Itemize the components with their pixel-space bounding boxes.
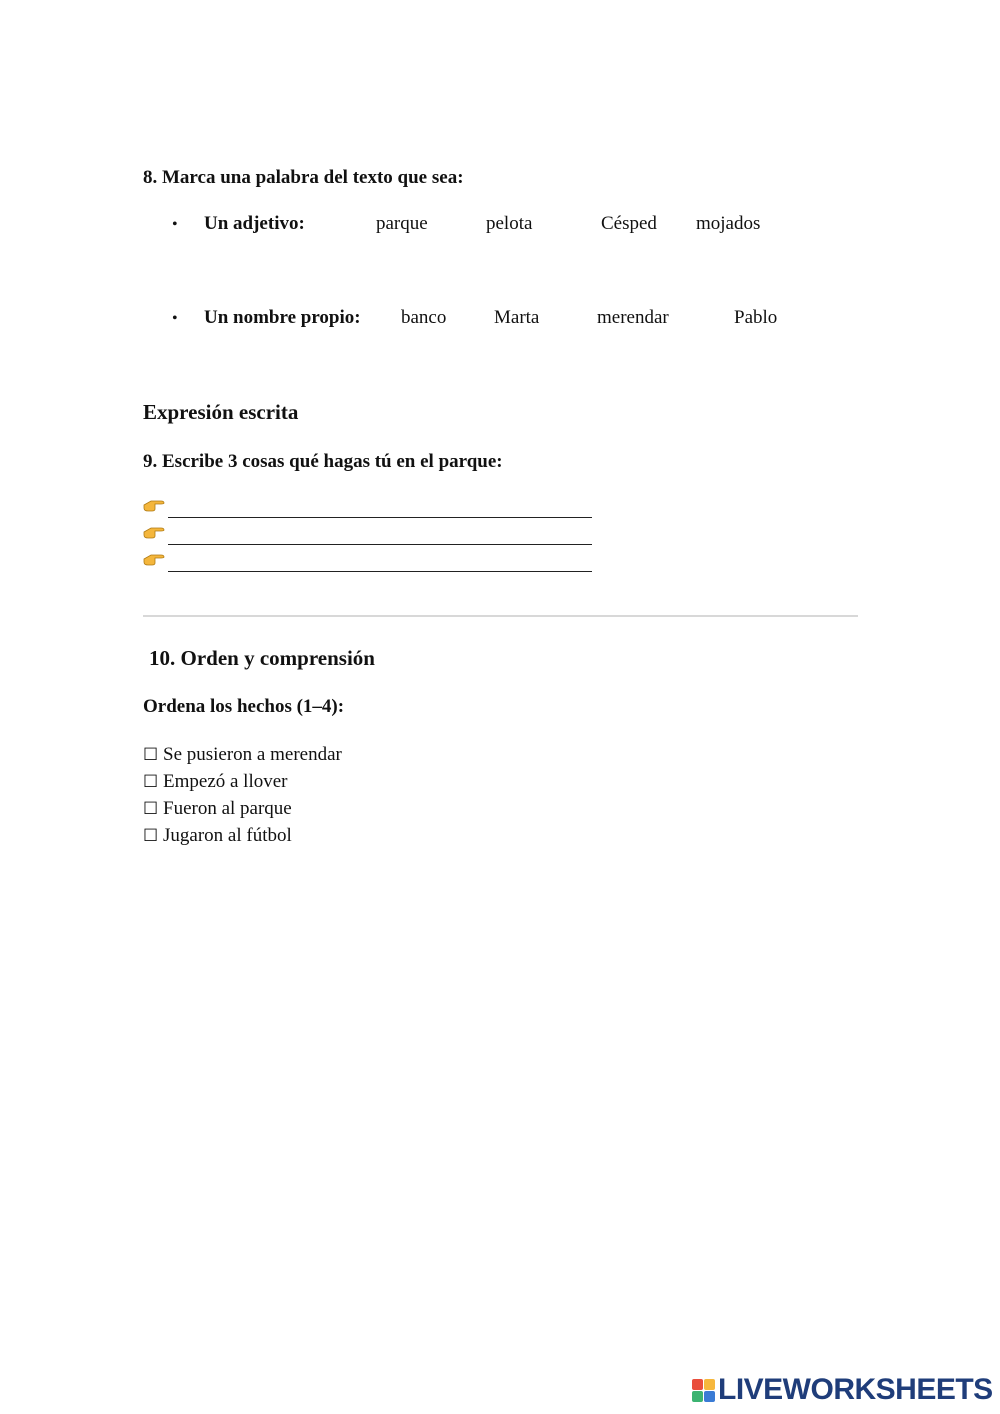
pointing-hand-icon (143, 498, 165, 512)
liveworksheets-logo (692, 1373, 992, 1407)
section-title-written-expression: Expresión escrita (143, 400, 299, 424)
q10-item-2 (143, 771, 288, 793)
q8-option-merendar[interactable]: merendar (597, 307, 669, 328)
q8-option-banco[interactable]: banco (401, 307, 447, 328)
q10-title: 10. Orden y comprensión (149, 646, 375, 670)
logo-text: LIVEWORKSHEETS (718, 1373, 993, 1406)
checkbox[interactable]: ☐ (143, 745, 159, 765)
q8-row-proper-noun-label: Un nombre propio: (204, 307, 361, 328)
q8-option-pablo[interactable]: Pablo (734, 307, 778, 328)
q10-item-1 (143, 744, 342, 766)
bullet-dot: • (172, 216, 178, 233)
q10-item-text: Jugaron al fútbol (163, 825, 292, 846)
q8-row-adjective-label: Un adjetivo: (204, 213, 305, 234)
q8-option-marta[interactable]: Marta (494, 307, 540, 328)
bullet-dot: • (172, 310, 178, 327)
checkbox[interactable]: ☐ (143, 772, 159, 792)
q9-title: 9. Escribe 3 cosas qué hagas tú en el parque: (143, 451, 503, 472)
q8-option-pelota[interactable]: pelota (486, 213, 533, 234)
q8-title: 8. Marca una palabra del texto que sea: (143, 167, 464, 188)
answer-line-2[interactable] (168, 544, 592, 545)
pointing-hand-icon (143, 525, 165, 539)
pointing-hand-icon (143, 552, 165, 566)
q10-item-4 (143, 825, 292, 847)
q8-option-parque[interactable]: parque (376, 213, 428, 234)
section-divider (143, 615, 858, 617)
answer-line-3[interactable] (168, 571, 592, 572)
checkbox[interactable]: ☐ (143, 799, 159, 819)
q10-instruction: Ordena los hechos (1–4): (143, 696, 345, 717)
q10-item-text: Fueron al parque (163, 798, 292, 819)
q10-item-3 (143, 798, 292, 820)
checkbox[interactable]: ☐ (143, 826, 159, 846)
q10-item-text: Empezó a llover (163, 771, 288, 792)
answer-line-1[interactable] (168, 517, 592, 518)
q8-option-mojados[interactable]: mojados (696, 213, 761, 234)
q8-option-cesped[interactable]: Césped (601, 213, 657, 234)
logo-grid-icon (692, 1379, 715, 1402)
q10-item-text: Se pusieron a merendar (163, 744, 342, 765)
